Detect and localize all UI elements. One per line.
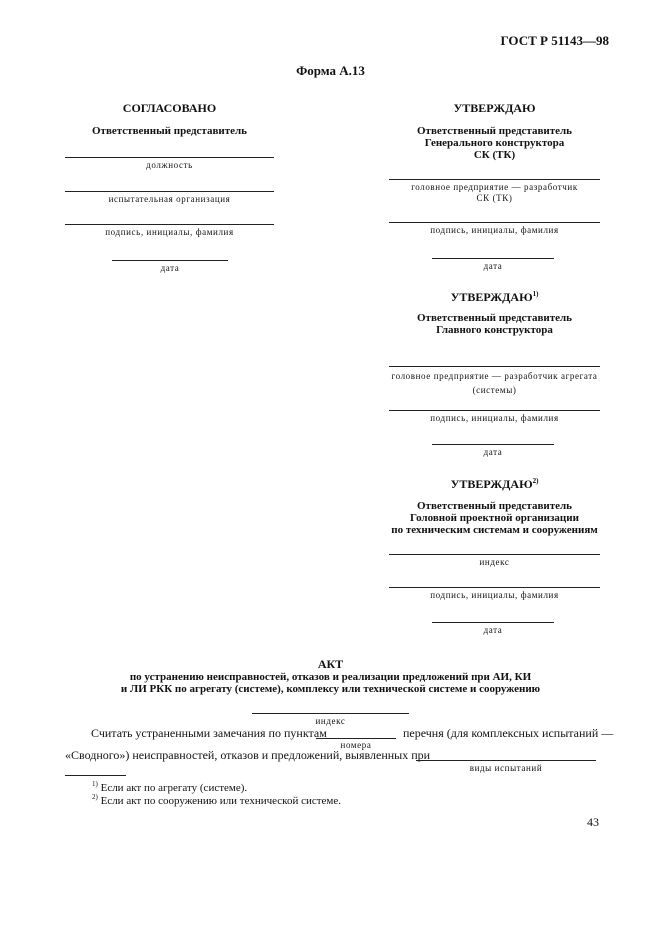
right1-line-signature [389, 222, 600, 223]
label-date: дата [160, 263, 180, 273]
act-title: АКТ [317, 657, 344, 671]
act-label-index: индекс [315, 716, 346, 726]
right3-label-date: дата [483, 625, 503, 635]
right2-label-signature: подпись, инициалы, фамилия [430, 413, 559, 423]
right2-label-enterprise: головное предприятие — разработчик агрегата (системы) [391, 371, 598, 395]
right1-label-signature: подпись, инициалы, фамилия [430, 225, 559, 235]
right3-line-signature [389, 587, 600, 588]
right1-label-enterprise: головное предприятие — разработчик СК (ТК) [411, 182, 578, 203]
right3-subheading: Ответственный представитель Головной проектной организации по техническим системам и сооружениям [391, 500, 598, 536]
label-test-organization: испытательная организация [108, 194, 231, 204]
footnote-2: $^{2)}$ Если акт по сооружению или технической системе. [92, 793, 342, 807]
right1-label-date: дата [483, 261, 503, 271]
right3-label-signature: подпись, инициалы, фамилия [430, 590, 559, 600]
left-line-date [112, 260, 228, 261]
right1-heading: УТВЕРЖДАЮ [453, 101, 536, 115]
act-line-index [252, 713, 409, 714]
right1-subheading: Ответственный представитель Генерального конструктора СК (ТК) [416, 125, 572, 161]
form-title: Форма А.13 [296, 63, 365, 78]
right2-heading: УТВЕРЖДАЮ$^{1)}$ [450, 290, 539, 304]
left-line-signature [65, 224, 274, 225]
right2-line-signature [389, 410, 600, 411]
right2-line-enterprise [389, 366, 600, 367]
right3-label-index: индекс [479, 557, 510, 567]
left-line-position [65, 157, 274, 158]
right2-line-date [432, 444, 554, 445]
label-signature: подпись, инициалы, фамилия [105, 227, 234, 237]
standard-number: ГОСТ Р 51143—98 [500, 33, 609, 48]
right3-heading: УТВЕРЖДАЮ$^{2)}$ [450, 477, 539, 491]
right3-line-index [389, 554, 600, 555]
act-line-tests [416, 760, 596, 761]
right2-label-date: дата [483, 447, 503, 457]
right1-line-date [432, 258, 554, 259]
act-subtitle: по устранению неисправностей, отказов и реализации предложений при АИ, КИ и ЛИ РКК по агрегату (системе), комплексу или технической системе и сооружению [120, 671, 541, 695]
footnote-1: $^{1)}$ Если акт по агрегату (системе). [92, 780, 248, 794]
left-heading: СОГЛАСОВАНО [122, 101, 217, 115]
page-number: 43 [587, 815, 599, 829]
left-subheading: Ответственный представитель [91, 125, 247, 137]
act-label-tests: виды испытаний [469, 763, 543, 773]
act-line-number [316, 738, 396, 739]
act-text-line1a: Считать устраненными замечания по пунктам [91, 726, 327, 740]
left-line-organization [65, 191, 274, 192]
act-label-number: номера [340, 740, 372, 750]
right1-line-enterprise [389, 179, 600, 180]
label-position: должность [146, 160, 193, 170]
right3-line-date [432, 622, 554, 623]
act-text-line1b: перечня (для комплексных испытаний — [403, 726, 614, 740]
right2-subheading: Ответственный представитель Главного конструктора [416, 312, 572, 336]
footnote-separator [65, 775, 126, 776]
act-text-line2: «Сводного») неисправностей, отказов и предложений, выявленных при [65, 748, 431, 762]
